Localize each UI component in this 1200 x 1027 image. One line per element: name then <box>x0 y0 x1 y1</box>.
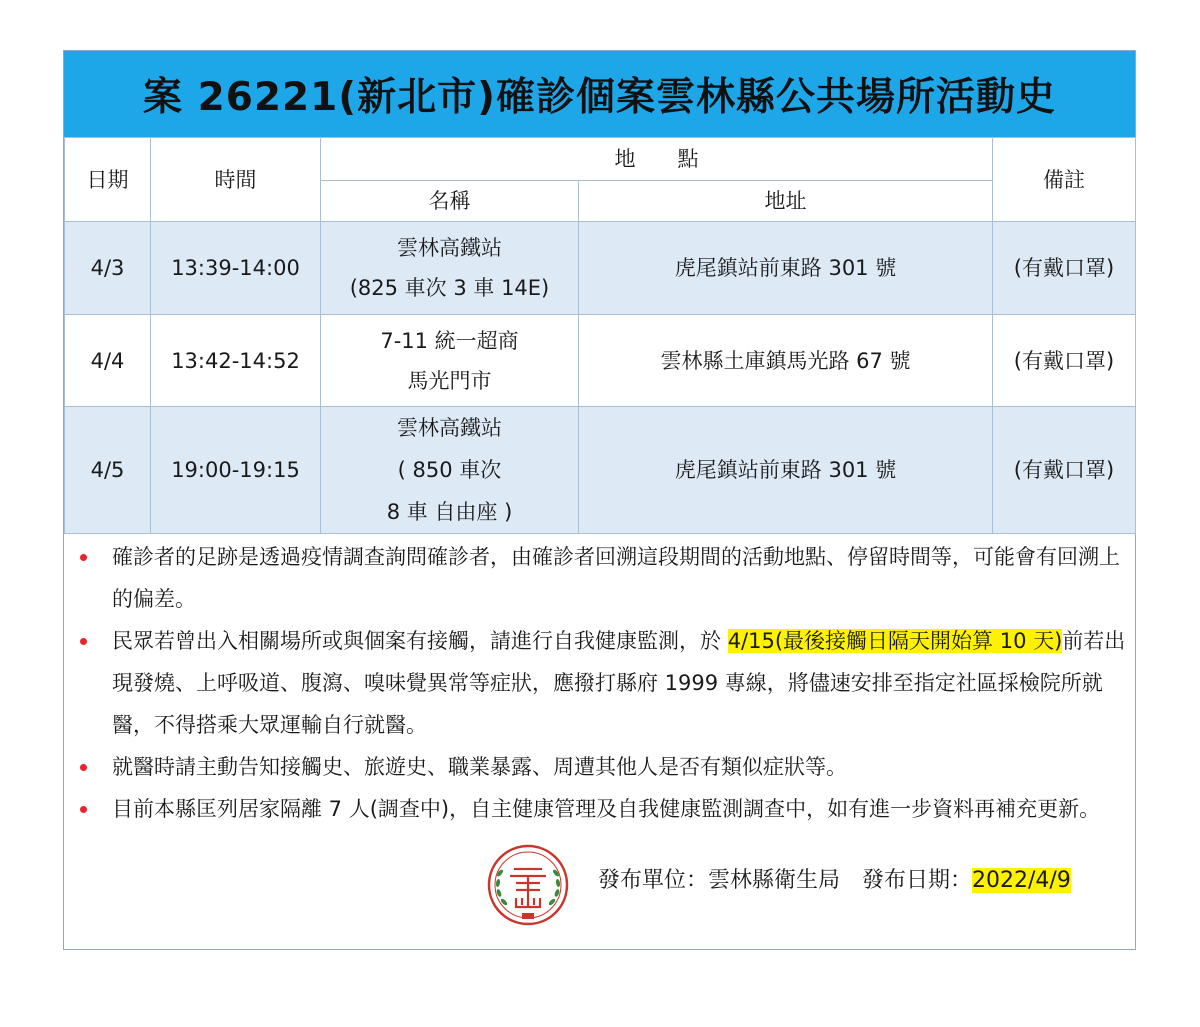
note-item <box>76 746 1126 788</box>
header-location: 地 點 <box>321 138 993 181</box>
notice-frame <box>63 50 1136 950</box>
footer <box>486 841 1126 931</box>
cell-date: 4/3 <box>65 222 151 315</box>
activity-table <box>64 137 1136 534</box>
note-item <box>76 536 1126 620</box>
cell-name <box>321 222 579 315</box>
cell-remark: (有戴口罩) <box>993 315 1136 407</box>
cell-time: 13:39-14:00 <box>151 222 321 315</box>
bullet-dot-icon <box>80 554 87 561</box>
note-item <box>76 788 1126 830</box>
cell-date: 4/5 <box>65 407 151 534</box>
note-text: 民眾若曾出入相關場所或與個案有接觸，請進行自我健康監測，於 <box>112 629 728 653</box>
note-text: 前若出現發燒、上呼吸道、腹瀉、嗅味覺異常等症狀，應撥打縣府 1999 專線，將儘速安排至指定社區採檢院所就醫，不得搭乘大眾運輸自行就醫。 <box>112 629 1126 737</box>
note-text: 就醫時請主動告知接觸史、旅遊史、職業暴露、周遭其他人是否有類似症狀等。 <box>112 755 847 779</box>
health-bureau-seal-icon <box>486 843 570 927</box>
cell-time: 13:42-14:52 <box>151 315 321 407</box>
bullet-dot-icon <box>80 764 87 771</box>
bullet-dot-icon <box>80 638 87 645</box>
notes-list <box>76 536 1126 830</box>
cell-remark: (有戴口罩) <box>993 407 1136 534</box>
name-line: 8 車 自由座 ) <box>386 500 513 524</box>
cell-address: 虎尾鎮站前東路 301 號 <box>579 222 993 315</box>
publish-date: 2022/4/9 <box>972 868 1071 893</box>
publisher-line <box>598 863 1071 894</box>
cell-time: 19:00-19:15 <box>151 407 321 534</box>
note-text: 目前本縣匡列居家隔離 7 人(調查中)，自主健康管理及自我健康監測調查中，如有進一步資料再補充更新。 <box>112 797 1101 821</box>
name-line: 7-11 統一超商 <box>380 328 519 353</box>
cell-address: 雲林縣土庫鎮馬光路 67 號 <box>579 315 993 407</box>
table-row <box>65 315 1136 407</box>
name-line: 雲林高鐵站 <box>397 416 502 440</box>
name-line: (825 車次 3 車 14E) <box>349 276 550 300</box>
page-title: 案 26221(新北市)確診個案雲林縣公共場所活動史 <box>143 75 1056 120</box>
name-line: 馬光門市 <box>407 368 492 393</box>
header-address: 地址 <box>579 181 993 222</box>
cell-name <box>321 407 579 534</box>
publish-date-label: 發布日期： <box>862 868 973 893</box>
cell-name <box>321 315 579 407</box>
cell-address: 虎尾鎮站前東路 301 號 <box>579 407 993 534</box>
cell-remark: (有戴口罩) <box>993 222 1136 315</box>
header-name: 名稱 <box>321 181 579 222</box>
header-time: 時間 <box>151 138 321 222</box>
publisher: 發布單位：雲林縣衛生局 <box>598 868 841 893</box>
header-date: 日期 <box>65 138 151 222</box>
header-remarks: 備註 <box>993 138 1136 222</box>
cell-date: 4/4 <box>65 315 151 407</box>
note-item <box>76 620 1126 746</box>
table-row <box>65 222 1136 315</box>
table-row <box>65 407 1136 534</box>
highlighted-date-range: 4/15(最後接觸日隔天開始算 10 天) <box>727 629 1063 653</box>
name-line: ( 850 車次 <box>397 458 502 482</box>
name-line: 雲林高鐵站 <box>397 236 502 260</box>
note-text: 確診者的足跡是透過疫情調查詢問確診者，由確診者回溯這段期間的活動地點、停留時間等，可能會有回溯上的偏差。 <box>112 545 1120 611</box>
bullet-dot-icon <box>80 806 87 813</box>
title-bar <box>64 51 1135 137</box>
